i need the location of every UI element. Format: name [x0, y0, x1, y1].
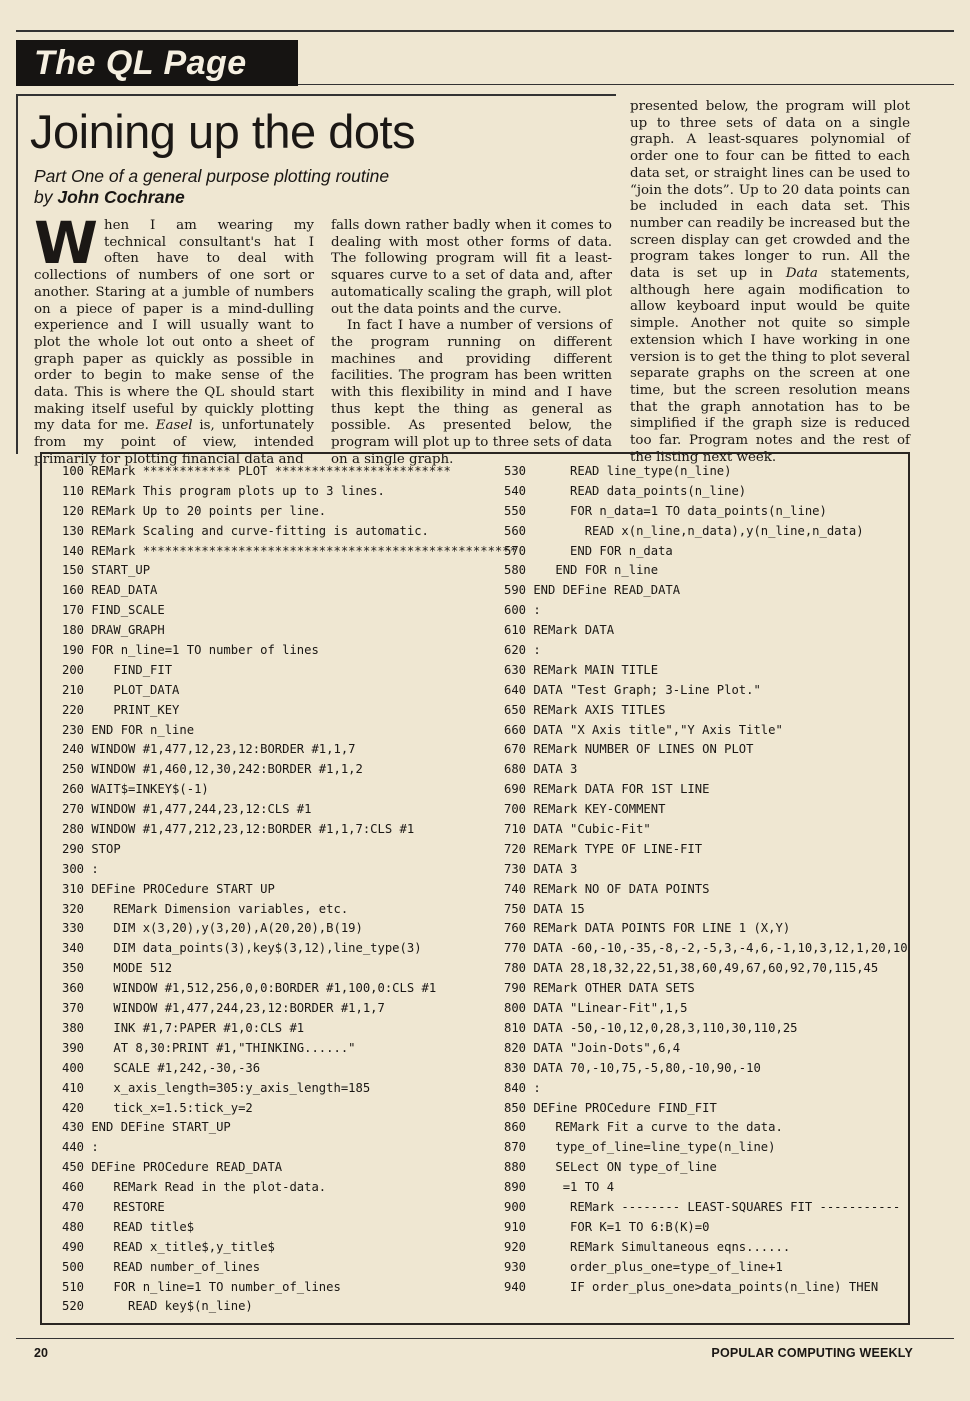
paragraph: In fact I have a number of versions of the program running on different machines and providing different facilities. The program has been written with this flexibility in mind and I have thus kept the thing as general as possible. As presented below, the program will plot up to three sets of data on a single graph. — [331, 318, 612, 467]
code-line: 390 AT 8,30:PRINT #1,"THINKING......" — [62, 1040, 356, 1055]
code-line: 600 : — [504, 603, 541, 618]
code-line: 160 READ_DATA — [62, 583, 158, 598]
code-line: 670 REMark NUMBER OF LINES ON PLOT — [504, 742, 754, 757]
section-banner: The QL Page — [16, 40, 298, 86]
code-line: 830 DATA 70,-10,75,-5,80,-10,90,-10 — [504, 1060, 761, 1075]
byline-prefix: by — [34, 187, 58, 207]
code-line: 860 REMark Fit a curve to the data. — [504, 1120, 783, 1135]
code-line: 630 REMark MAIN TITLE — [504, 662, 659, 677]
code-line: 770 DATA -60,-10,-35,-8,-2,-5,3,-4,6,-1,10,3,12,1,20,10 — [504, 941, 908, 956]
code-line: 420 tick_x=1.5:tick_y=2 — [62, 1100, 253, 1115]
code-line: 760 REMark DATA POINTS FOR LINE 1 (X,Y) — [504, 921, 791, 936]
code-line: 470 RESTORE — [62, 1199, 165, 1214]
code-line: 850 DEFine PROCedure FIND_FIT — [504, 1100, 717, 1115]
banner-rule — [298, 84, 954, 85]
paragraph — [34, 209, 314, 469]
code-line: 580 END FOR n_line — [504, 563, 659, 578]
code-line: 180 DRAW_GRAPH — [62, 623, 165, 638]
article-column-3 — [630, 99, 910, 466]
listing-column-left — [62, 462, 517, 1317]
code-line: 260 WAIT$=INKEY$(-1) — [62, 782, 209, 797]
paragraph — [630, 99, 910, 466]
code-line: 210 PLOT_DATA — [62, 682, 180, 697]
code-line: 320 REMark Dimension variables, etc. — [62, 901, 349, 916]
code-line: 560 READ x(n_line,n_data),y(n_line,n_data) — [504, 523, 864, 538]
code-line: 430 END DEFine START_UP — [62, 1120, 231, 1135]
paragraph-text: is, unfortunately from my point of view, intended primarily for plotting financial data and — [34, 418, 314, 467]
code-line: 190 FOR n_line=1 TO number of lines — [62, 643, 319, 658]
code-line: 530 READ line_type(n_line) — [504, 464, 732, 478]
paragraph-text: statements, although here again modification to allow keyboard input would be quite simple. Another not quite so simple extension which I have working in one version is to get the thing to plot several separate graphs on the screen at one time, but the screen resolution means that the graph annotation has to be simplified if the graph size is reduced too far. Program notes and the rest of the listing next week. — [630, 266, 910, 465]
code-line: 880 SELect ON type_of_line — [504, 1160, 717, 1175]
program-listing-box — [40, 452, 910, 1325]
code-line: 280 WINDOW #1,477,212,23,12:BORDER #1,1,7:CLS #1 — [62, 822, 415, 837]
code-line: 870 type_of_line=line_type(n_line) — [504, 1140, 776, 1155]
code-line: 230 END FOR n_line — [62, 722, 195, 737]
code-line: 480 READ title$ — [62, 1219, 195, 1234]
paragraph-text: presented below, the program will plot up to three sets of data on a single graph. A least-squares polynomial of order one to four can be fitted to each data set, or straight lines can be used to “join the dots”. Up to 20 data points can be included in each data set. This number can readily be increased but the screen display can get crowded and the program takes longer to run. All the data is set up in — [630, 99, 910, 282]
code-line: 780 DATA 28,18,32,22,51,38,60,49,67,60,92,70,115,45 — [504, 961, 879, 976]
listing-column-right — [504, 462, 908, 1297]
code-line: 690 REMark DATA FOR 1ST LINE — [504, 782, 710, 797]
code-line: 740 REMark NO OF DATA POINTS — [504, 881, 710, 896]
code-line: 310 DEFine PROCedure START UP — [62, 881, 275, 896]
code-line: 700 REMark KEY-COMMENT — [504, 802, 666, 817]
code-line: 460 REMark Read in the plot-data. — [62, 1180, 327, 1195]
code-line: 510 FOR n_line=1 TO number_of_lines — [62, 1279, 341, 1294]
code-line: 240 WINDOW #1,477,12,23,12:BORDER #1,1,7 — [62, 742, 356, 757]
code-line: 360 WINDOW #1,512,256,0,0:BORDER #1,100,0:CLS #1 — [62, 981, 437, 996]
code-line: 500 READ number_of_lines — [62, 1259, 261, 1274]
code-line: 750 DATA 15 — [504, 901, 585, 916]
code-line: 130 REMark Scaling and curve-fitting is automatic. — [62, 523, 429, 538]
code-line: 650 REMark AXIS TITLES — [504, 702, 666, 717]
code-line: 710 DATA "Cubic-Fit" — [504, 822, 651, 837]
code-line: 340 DIM data_points(3),key$(3,12),line_type(3) — [62, 941, 422, 956]
code-line: 120 REMark Up to 20 points per line. — [62, 503, 327, 518]
code-line: 590 END DEFine READ_DATA — [504, 583, 681, 598]
code-line: 920 REMark Simultaneous eqns...... — [504, 1239, 791, 1254]
magazine-name: POPULAR COMPUTING WEEKLY — [711, 1346, 913, 1360]
code-line: 440 : — [62, 1140, 99, 1155]
code-line: 790 REMark OTHER DATA SETS — [504, 981, 695, 996]
code-line: 330 DIM x(3,20),y(3,20),A(20,20),B(19) — [62, 921, 363, 936]
code-line: 220 PRINT_KEY — [62, 702, 180, 717]
subtitle-line: Part One of a general purpose plotting routine — [34, 166, 390, 186]
code-line: 520 READ key$(n_line) — [62, 1299, 253, 1314]
code-line: 350 MODE 512 — [62, 961, 173, 976]
code-line: 380 INK #1,7:PAPER #1,0:CLS #1 — [62, 1020, 305, 1035]
code-line: 720 REMark TYPE OF LINE-FIT — [504, 841, 703, 856]
code-line: 840 : — [504, 1080, 541, 1095]
keyword: Data — [785, 266, 818, 282]
header-rule — [16, 94, 616, 96]
code-line: 140 REMark *************************************************** — [62, 543, 517, 558]
code-line: 640 DATA "Test Graph; 3-Line Plot." — [504, 682, 761, 697]
code-line: 410 x_axis_length=305:y_axis_length=185 — [62, 1080, 371, 1095]
code-line: 370 WINDOW #1,477,244,23,12:BORDER #1,1,7 — [62, 1001, 385, 1016]
code-line: 290 STOP — [62, 841, 121, 856]
left-margin-rule — [16, 94, 18, 454]
article-subtitle — [34, 166, 614, 208]
code-line: 820 DATA "Join-Dots",6,4 — [504, 1040, 681, 1055]
code-line: 730 DATA 3 — [504, 861, 578, 876]
code-line: 680 DATA 3 — [504, 762, 578, 777]
code-line: 270 WINDOW #1,477,244,23,12:CLS #1 — [62, 802, 312, 817]
code-line: 150 START_UP — [62, 563, 151, 578]
article-column-2 — [331, 218, 612, 469]
article-headline: Joining up the dots — [30, 105, 416, 158]
author-name: John Cochrane — [57, 187, 185, 207]
footer-rule — [16, 1338, 954, 1339]
code-line: 110 REMark This program plots up to 3 lines. — [62, 483, 385, 498]
page-number: 20 — [34, 1346, 48, 1360]
code-line: 170 FIND_SCALE — [62, 603, 165, 618]
code-line: 900 REMark -------- LEAST-SQUARES FIT ----------- — [504, 1199, 901, 1214]
top-rule — [16, 30, 954, 32]
article-column-1 — [34, 209, 314, 469]
code-line: 810 DATA -50,-10,12,0,28,3,110,30,110,25 — [504, 1020, 798, 1035]
paragraph: falls down rather badly when it comes to dealing with most other forms of data. The following program will fit a least-squares curve to a set of data and, after automatically scaling the graph, will plot out the data points and the curve. — [331, 218, 612, 317]
code-line: 550 FOR n_data=1 TO data_points(n_line) — [504, 503, 827, 518]
code-line: 300 : — [62, 861, 99, 876]
code-line: 100 REMark ************ PLOT ************************ — [62, 464, 451, 478]
drop-cap: W — [34, 209, 98, 277]
code-line: 250 WINDOW #1,460,12,30,242:BORDER #1,1,2 — [62, 762, 363, 777]
code-line: 200 FIND_FIT — [62, 662, 173, 677]
code-line: 400 SCALE #1,242,-30,-36 — [62, 1060, 261, 1075]
code-line: 490 READ x_title$,y_title$ — [62, 1239, 275, 1254]
code-line: 800 DATA "Linear-Fit",1,5 — [504, 1001, 688, 1016]
product-name: Easel — [155, 418, 193, 434]
code-line: 570 END FOR n_data — [504, 543, 673, 558]
code-line: 940 IF order_plus_one>data_points(n_line) THEN — [504, 1279, 879, 1294]
code-line: 890 =1 TO 4 — [504, 1180, 615, 1195]
code-line: 910 FOR K=1 TO 6:B(K)=0 — [504, 1219, 710, 1234]
code-line: 930 order_plus_one=type_of_line+1 — [504, 1259, 783, 1274]
paragraph-text: hen I am wearing my technical consultant's hat I often have to deal with collections of numbers of one sort or another. Staring at a jumble of numbers on a piece of paper is a mind-dulling experience and I will usually want to plot the whole lot out onto a sheet of graph paper as quickly as possible in order to begin to make sense of the data. This is where the QL should start making itself useful by quickly plotting my data for me. — [34, 218, 314, 434]
code-line: 610 REMark DATA — [504, 623, 615, 638]
code-line: 620 : — [504, 643, 541, 658]
code-line: 540 READ data_points(n_line) — [504, 483, 747, 498]
code-line: 660 DATA "X Axis title","Y Axis Title" — [504, 722, 783, 737]
code-line: 450 DEFine PROCedure READ_DATA — [62, 1160, 283, 1175]
